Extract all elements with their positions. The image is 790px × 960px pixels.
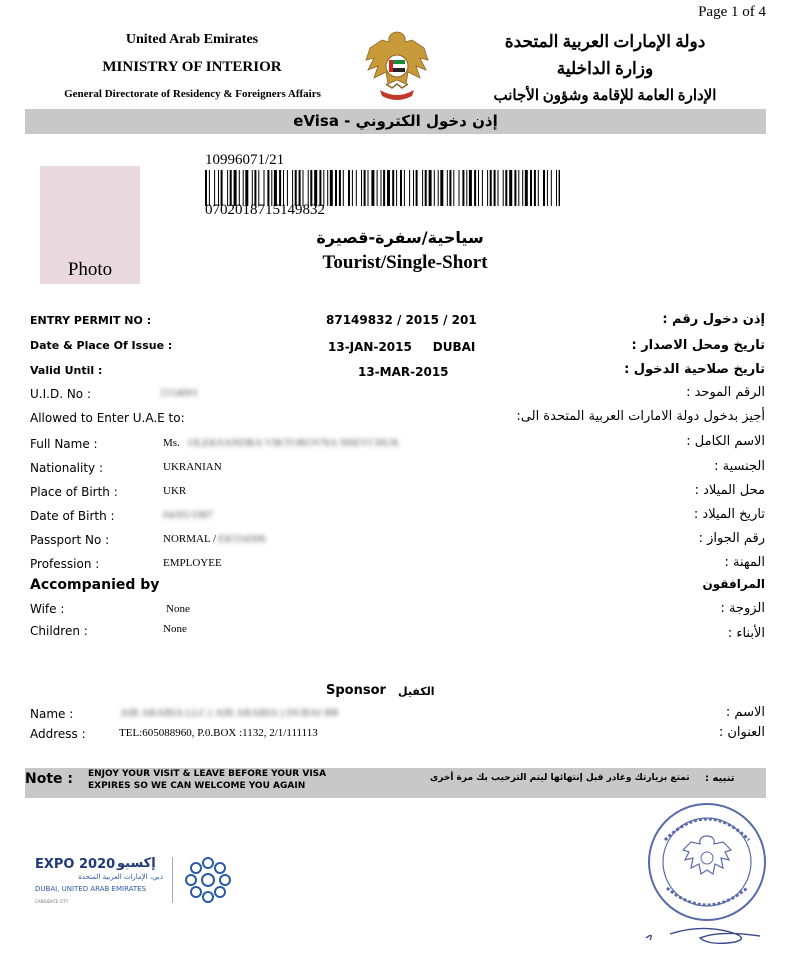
expo-en-text: EXPO 2020 bbox=[35, 857, 116, 872]
birth-date-label: Date of Birth : bbox=[30, 509, 115, 523]
sponsor-address-ar: العنوان : bbox=[718, 725, 765, 740]
header-en-country: United Arab Emirates bbox=[125, 32, 259, 47]
entry-permit-value: 87149832 / 2015 / 201 bbox=[326, 313, 477, 327]
birth-place-label: Place of Birth : bbox=[30, 485, 118, 499]
note-line1: ENJOY YOUR VISIT & LEAVE BEFORE YOUR VISA bbox=[88, 769, 327, 779]
photo-placeholder bbox=[40, 166, 140, 284]
photo-label: Photo bbox=[67, 259, 113, 280]
sponsor-address-label: Address : bbox=[30, 727, 86, 741]
profession-value: EMPLOYEE bbox=[163, 557, 222, 569]
expo-sub-ar: دبي، الإمارات العربية المتحدة bbox=[78, 873, 163, 881]
birth-date-ar: تاريخ الميلاد : bbox=[693, 507, 765, 522]
nationality-value: UKRANIAN bbox=[163, 461, 222, 473]
full-name-ar: الاسم الكامل : bbox=[686, 434, 765, 449]
header-en-ministry: MINISTRY OF INTERIOR bbox=[102, 59, 282, 75]
barcode-top-number: 10996071/21 bbox=[205, 152, 285, 168]
note-arabic-label: تنبيه : bbox=[705, 773, 735, 784]
birth-place-ar: محل الميلاد : bbox=[694, 483, 765, 498]
header-ar-ministry: وزارة الداخلية bbox=[556, 59, 654, 78]
birth-place-value: UKR bbox=[163, 485, 187, 497]
birth-date-value: 04/05/1987 bbox=[163, 509, 214, 521]
header-ar-country: دولة الإمارات العربية المتحدة bbox=[504, 32, 706, 51]
profession-label: Profession : bbox=[30, 557, 100, 571]
entry-permit-ar: إذن دخول رقم : bbox=[662, 312, 765, 327]
sponsor-address-value: TEL:605088960, P.0.BOX :1132, 2/1/111113 bbox=[119, 727, 318, 739]
uid-ar: الرقم الموحد : bbox=[686, 385, 765, 400]
uae-emblem-icon bbox=[362, 26, 432, 106]
wife-ar: الزوجة : bbox=[720, 601, 765, 616]
signature-icon bbox=[640, 920, 770, 950]
sponsor-name-label: Name : bbox=[30, 707, 74, 721]
uid-label: U.I.D. No : bbox=[30, 387, 91, 401]
sponsor-heading-ar: الكفيل bbox=[398, 685, 435, 698]
uid-value: 2154001 bbox=[160, 387, 199, 399]
expo-emblem-icon bbox=[183, 855, 233, 905]
full-name-prefix: Ms. bbox=[163, 437, 180, 449]
evisa-title-bar bbox=[25, 109, 766, 134]
date-place-ar: تاريخ ومحل الاصدار : bbox=[631, 338, 765, 353]
allowed-label: Allowed to Enter U.A.E to: bbox=[30, 411, 185, 425]
full-name-label: Full Name : bbox=[30, 437, 98, 451]
full-name-value: OLEKSANDRA VIKTOROVNA SHEVCHUK bbox=[188, 437, 400, 449]
sponsor-heading: Sponsor bbox=[326, 683, 386, 698]
note-arabic-text: تمتع بزيارتك وغادر قبل إنتهائها ليتم الترحيب بك مرة أخرى bbox=[430, 773, 690, 783]
sponsor-name-value: AIR ARABIA LLC ( AIR ARABIA ) DUBAI BR bbox=[120, 707, 339, 719]
valid-until-value: 13-MAR-2015 bbox=[358, 365, 449, 379]
header-en-directorate: General Directorate of Residency & Foreigners Affairs bbox=[64, 88, 321, 100]
note-bar bbox=[25, 768, 766, 798]
evisa-title: eVisa - إذن دخول الكتروني bbox=[293, 112, 498, 130]
expo-ar-text: إكسبو bbox=[117, 856, 156, 871]
passport-prefix: NORMAL / bbox=[163, 533, 219, 545]
date-place-value: 13-JAN-2015 DUBAI bbox=[328, 340, 476, 354]
valid-until-ar: تاريخ صلاحية الدخول : bbox=[624, 362, 765, 377]
date-place-label: Date & Place Of Issue : bbox=[30, 339, 173, 352]
expo-small-text: CANDIDATE CITY bbox=[35, 899, 69, 904]
page-number: Page 1 of 4 bbox=[698, 4, 766, 20]
nationality-ar: الجنسية : bbox=[714, 459, 765, 474]
header-ar-directorate: الإدارة العامة للإقامة وشؤون الأجانب bbox=[493, 88, 717, 104]
valid-until-label: Valid Until : bbox=[30, 364, 103, 377]
expo-sub-en: DUBAI, UNITED ARAB EMIRATES bbox=[35, 885, 147, 893]
barcode-icon bbox=[205, 170, 560, 206]
allowed-ar: أجيز بدخول دولة الامارات العربية المتحدة الى: bbox=[516, 409, 765, 424]
accompanied-heading-ar: المرافقون bbox=[702, 577, 765, 591]
wife-label: Wife : bbox=[30, 602, 65, 616]
passport-ar: رقم الجواز : bbox=[698, 531, 765, 546]
entry-permit-label: ENTRY PERMIT NO : bbox=[30, 314, 152, 327]
nationality-label: Nationality : bbox=[30, 461, 104, 475]
children-value: None bbox=[163, 623, 187, 635]
note-line2: EXPIRES SO WE CAN WELCOME YOU AGAIN bbox=[88, 781, 306, 791]
sponsor-name-ar: الاسم : bbox=[725, 705, 765, 720]
wife-value: None bbox=[166, 603, 190, 615]
barcode-bottom-number: 0702018715149832 bbox=[205, 202, 325, 218]
profession-ar: المهنة : bbox=[724, 555, 765, 570]
passport-label: Passport No : bbox=[30, 533, 110, 547]
official-stamp-icon bbox=[645, 800, 770, 925]
accompanied-heading: Accompanied by bbox=[30, 577, 160, 593]
expo-divider bbox=[172, 857, 173, 903]
visa-type-arabic: سياحية/سفرة-قصيرة bbox=[316, 228, 484, 247]
expo-2020-logo bbox=[35, 855, 235, 913]
visa-type-english: Tourist/Single-Short bbox=[322, 252, 488, 273]
note-label: Note : bbox=[25, 771, 73, 787]
children-label: Children : bbox=[30, 624, 88, 638]
children-ar: الأبناء : bbox=[727, 626, 765, 641]
passport-value: EK554306 bbox=[218, 533, 266, 545]
